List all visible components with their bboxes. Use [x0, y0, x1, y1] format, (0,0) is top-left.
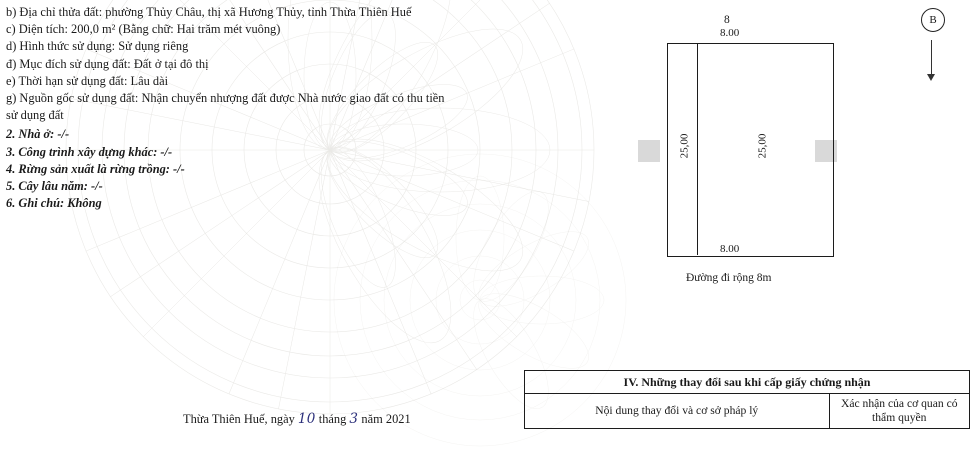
changes-table-header-content: Nội dung thay đổi và cơ sở pháp lý [525, 394, 830, 429]
issue-place: Thừa Thiên Huế, ngày [183, 412, 295, 426]
issue-date-line [183, 411, 411, 427]
parcel-number-label: 8 [724, 14, 730, 26]
dimension-left: 25,00 [678, 133, 691, 159]
road-label: Đường đi rộng 8m [686, 272, 772, 284]
detail-value-origin: Nhận chuyển nhượng đất được Nhà nước giao đất có thu tiền sử dụng đất [6, 91, 445, 123]
detail-line-use-term [6, 73, 520, 90]
changes-table-header-authority [829, 394, 970, 429]
detail-label-address: b) Địa chỉ thửa đất: [6, 5, 106, 19]
month-label: tháng [318, 412, 347, 426]
parcel-interior-divider-line [697, 43, 698, 255]
detail-line-use-form [6, 38, 520, 55]
dimension-top: 8.00 [720, 27, 740, 39]
changes-after-issuance-table [524, 370, 970, 429]
issue-year: 2021 [385, 412, 411, 426]
detail-line-address [6, 4, 520, 21]
detail-value-address: phường Thủy Châu, thị xã Hương Thủy, tỉnh Thừa Thiên Huế [105, 5, 412, 19]
detail-line-origin [6, 90, 458, 124]
detail-line-house: 2. Nhà ở: -/- [6, 127, 70, 142]
year-label: năm [361, 412, 383, 426]
issue-month-handwritten: 3 [349, 411, 359, 427]
detail-line-notes: 6. Ghi chú: Không [6, 196, 102, 211]
dimension-bottom: 8.00 [720, 243, 740, 255]
dimension-right: 25,00 [756, 133, 769, 159]
detail-value-use-form: Sử dụng riêng [118, 39, 189, 54]
changes-table-title: IV. Những thay đổi sau khi cấp giấy chứng nhận [525, 371, 970, 394]
detail-value-use-term: Lâu dài [130, 73, 169, 88]
detail-line-other-construction: 3. Công trình xây dựng khác: -/- [6, 144, 173, 159]
detail-label-use-term: e) Thời hạn sử dụng đất: [6, 73, 131, 88]
detail-line-production-forest: 4. Rừng sản xuất là rừng trồng: -/- [6, 161, 185, 176]
detail-line-area [6, 21, 520, 38]
detail-value-area: 200,0 m² (Bằng chữ: Hai trăm mét vuông) [71, 22, 281, 37]
parcel-details-text [0, 0, 520, 212]
issue-day-handwritten: 10 [297, 411, 316, 427]
detail-label-area: c) Diện tích: [6, 22, 72, 37]
detail-label-use-form: d) Hình thức sử dụng: [6, 39, 119, 54]
detail-line-use-purpose [6, 56, 520, 73]
north-direction-line [931, 40, 932, 78]
north-arrow-icon [927, 74, 935, 81]
detail-value-use-purpose: Đất ở tại đô thị [133, 56, 209, 71]
table-row-title [525, 371, 970, 394]
detail-label-use-purpose: đ) Mục đích sử dụng đất: [6, 56, 134, 71]
authority-header-line1: Xác nhận của cơ quan có thẩm quyền [840, 397, 958, 424]
parcel-boundary-rectangle [667, 43, 834, 257]
detail-label-origin: g) Nguồn gốc sử dụng đất: [6, 91, 142, 106]
corner-marker-b: B [921, 8, 945, 32]
table-row-headers [525, 394, 970, 429]
detail-line-perennial-trees: 5. Cây lâu năm: -/- [6, 179, 103, 194]
scan-artifact-left [638, 140, 660, 162]
parcel-plan-drawing [620, 0, 973, 330]
